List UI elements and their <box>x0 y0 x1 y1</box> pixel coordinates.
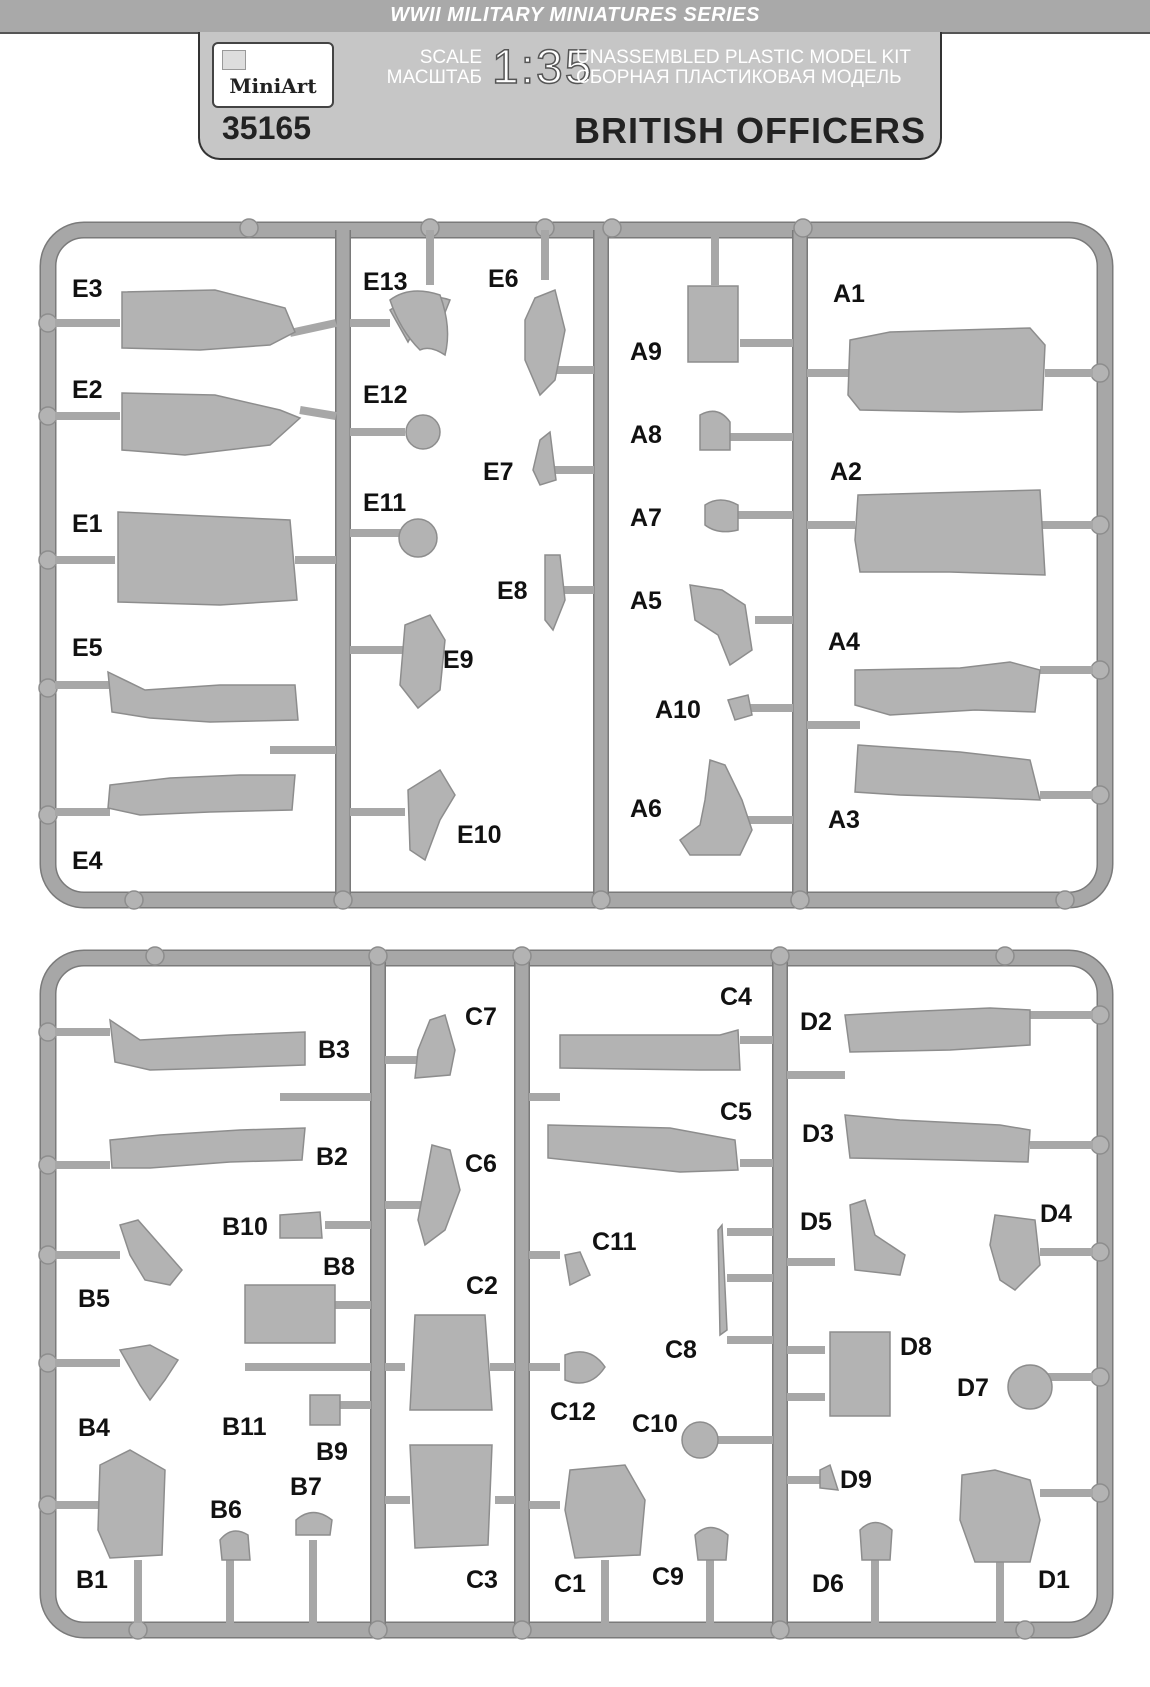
sprue-top-part-label-e5: E5 <box>72 634 103 662</box>
sprue-top-part-label-a2: A2 <box>830 458 862 486</box>
sprue-bottom-parts <box>98 1008 1052 1562</box>
sprue-bottom-part-label-d3: D3 <box>802 1120 834 1148</box>
sprue-bottom-part-label-b10: B10 <box>222 1213 268 1241</box>
sprue-bottom-part-label-b1: B1 <box>76 1566 108 1594</box>
sprue-top-part-label-a9: A9 <box>630 338 662 366</box>
sprue-bottom-part-label-c1: C1 <box>554 1570 586 1598</box>
sprue-bottom-part-label-d1: D1 <box>1038 1566 1070 1594</box>
sprue-top-part-label-e7: E7 <box>483 458 514 486</box>
series-title: WWII MILITARY MINIATURES SERIES <box>390 4 760 26</box>
sprue-top-part-label-a3: A3 <box>828 806 860 834</box>
sprue-bottom-part-label-d2: D2 <box>800 1008 832 1036</box>
sprue-top-part-label-a7: A7 <box>630 504 662 532</box>
kit-description-en: UNASSEMBLED PLASTIC MODEL KIT <box>576 47 912 68</box>
sprue-bottom-part-label-b8: B8 <box>323 1253 355 1281</box>
sprue-top-part-label-e8: E8 <box>497 577 528 605</box>
sprue-bottom-part-label-b11: B11 <box>222 1413 267 1441</box>
sprue-bottom-part-label-c6: C6 <box>465 1150 497 1178</box>
sprue-bottom-part-label-b7: B7 <box>290 1473 322 1501</box>
brand-name: MiniArt <box>229 74 317 98</box>
sprue-top-part-label-e12: E12 <box>363 381 408 409</box>
sprue-top-part-label-a1: A1 <box>833 280 865 308</box>
sprue-top-part-label-e3: E3 <box>72 275 103 303</box>
sprue-bottom-part-label-c8: C8 <box>665 1336 697 1364</box>
sprue-bottom-part-label-b9: B9 <box>316 1438 348 1466</box>
sprue-bottom-part-label-b2: B2 <box>316 1143 348 1171</box>
sprue-bottom-part-label-b5: B5 <box>78 1285 110 1313</box>
sprue-top-part-label-e10: E10 <box>457 821 502 849</box>
sprue-top-part-label-e9: E9 <box>443 646 474 674</box>
sprue-bottom-part-label-d4: D4 <box>1040 1200 1072 1228</box>
sprue-top-part-label-a6: A6 <box>630 795 662 823</box>
sprue-top-part-label-a4: A4 <box>828 628 860 656</box>
sprue-top-part-label-a10: A10 <box>655 696 701 724</box>
kit-description-ru: СБОРНАЯ ПЛАСТИКОВАЯ МОДЕЛЬ <box>576 67 902 88</box>
scale-value: 1:35 <box>492 41 594 94</box>
sprue-bottom-part-label-d8: D8 <box>900 1333 932 1361</box>
scale-label-ru: МАСШТАБ <box>386 67 482 88</box>
sprue-top-part-label-e2: E2 <box>72 376 103 404</box>
sprue-bottom-part-label-d9: D9 <box>840 1466 872 1494</box>
kit-title: BRITISH OFFICERS <box>573 110 926 151</box>
sprue-top-part-label-e13: E13 <box>363 268 408 296</box>
sprue-top-part-label-e6: E6 <box>488 265 519 293</box>
sprue-top-part-label-e1: E1 <box>72 510 103 538</box>
sprue-bottom-part-label-c9: C9 <box>652 1563 684 1591</box>
sprue-bottom-part-label-c4: C4 <box>720 983 752 1011</box>
kit-number: 35165 <box>222 110 311 146</box>
sprue-bottom-part-label-b4: B4 <box>78 1414 110 1442</box>
sprue-bottom-part-label-c10: C10 <box>632 1410 678 1438</box>
sprue-bottom-part-label-d5: D5 <box>800 1208 832 1236</box>
sprue-bottom-part-label-b6: B6 <box>210 1496 242 1524</box>
sprue-top-part-label-a8: A8 <box>630 421 662 449</box>
sprue-bottom-part-label-d6: D6 <box>812 1570 844 1598</box>
sprue-bottom-part-label-c12: C12 <box>550 1398 596 1426</box>
sprue-bottom-part-label-d7: D7 <box>957 1374 989 1402</box>
sprue-bottom-part-label-c7: C7 <box>465 1003 497 1031</box>
sprue-bottom-part-label-b3: B3 <box>318 1036 350 1064</box>
sprue-bottom-part-label-c11: C11 <box>592 1228 637 1256</box>
sprue-top-part-label-a5: A5 <box>630 587 662 615</box>
sprue-top-part-label-e11: E11 <box>363 489 407 517</box>
sprue-bottom-part-label-c5: C5 <box>720 1098 752 1126</box>
sprue-top-part-label-e4: E4 <box>72 847 103 875</box>
sprue-bottom-part-label-c3: C3 <box>466 1566 498 1594</box>
scale-label-en: SCALE <box>419 47 482 68</box>
sprue-bottom-part-label-c2: C2 <box>466 1272 498 1300</box>
